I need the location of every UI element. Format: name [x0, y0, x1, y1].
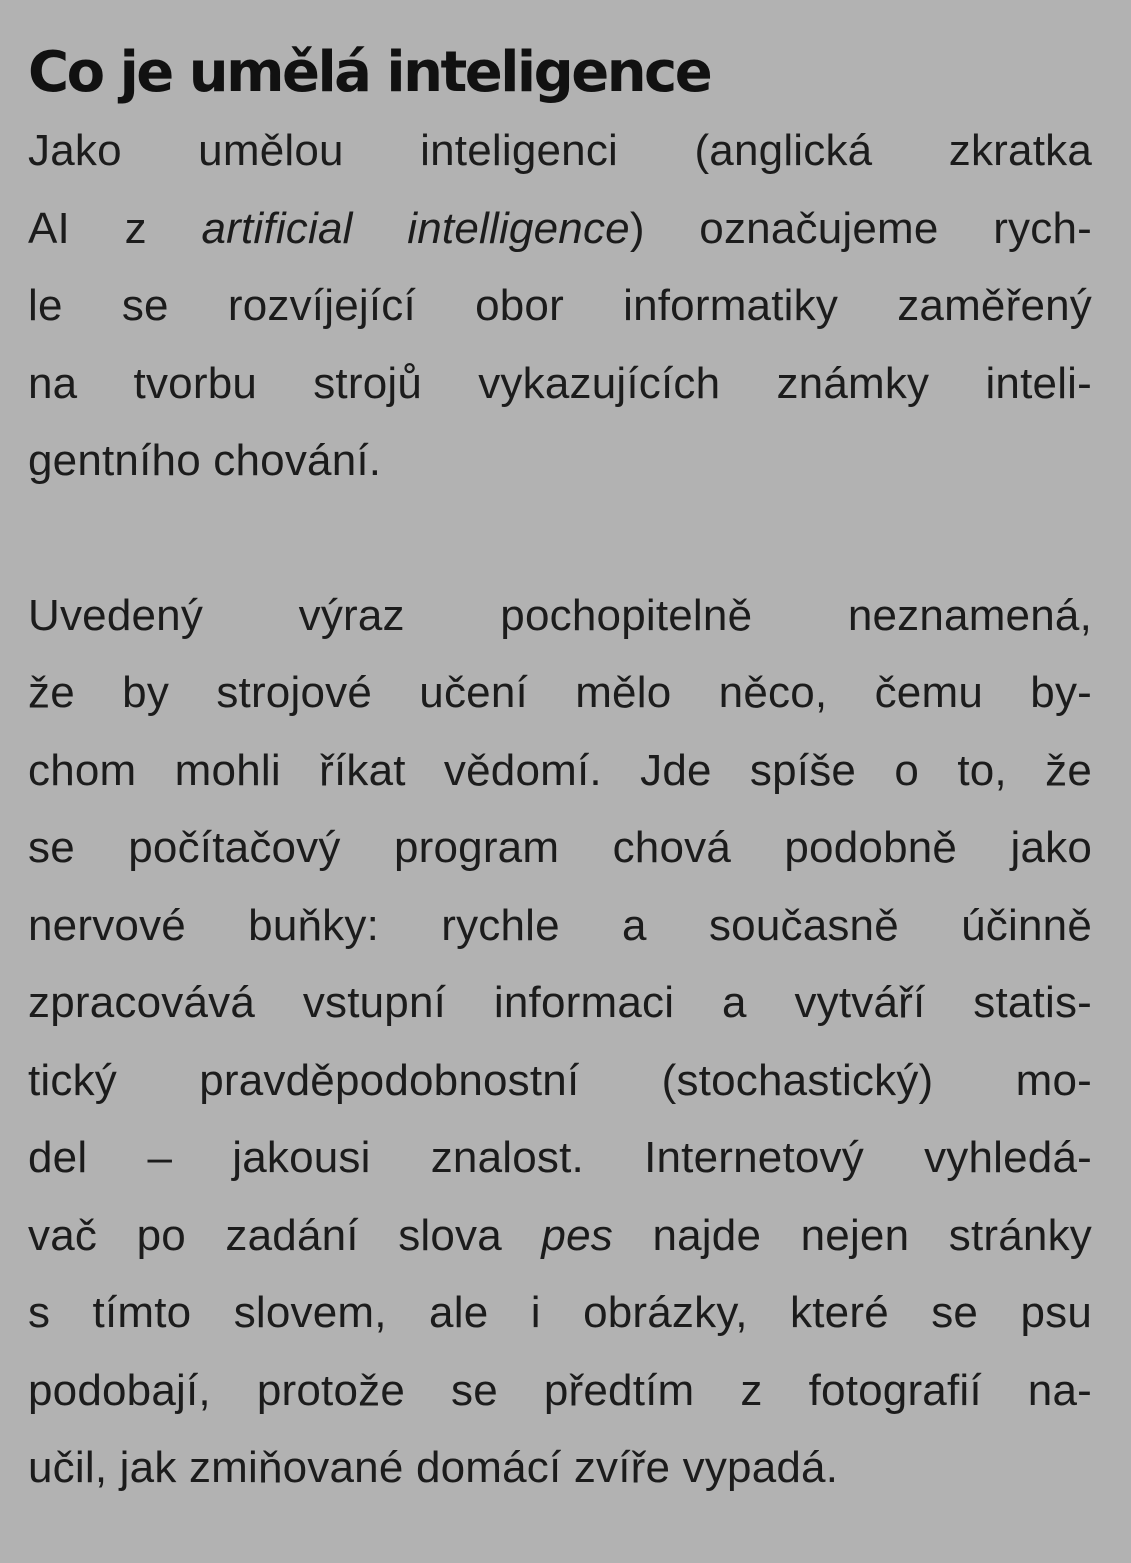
paragraph-spacer	[28, 500, 1092, 577]
paragraph-2-line: zpracovává vstupní informaci a vytváří statis-	[28, 978, 1092, 1027]
paragraph-1-line: Jako umělou inteligenci (anglická zkratka	[28, 126, 1092, 175]
italic-term: pes	[541, 1210, 613, 1260]
paragraph-2-line: s tímto slovem, ale i obrázky, které se psu	[28, 1288, 1092, 1337]
paragraph-2-line: Uvedený výraz pochopitelně neznamená,	[28, 590, 1092, 640]
paragraph-1-line: AI z artificial intelligence) označujeme rych-	[28, 203, 1092, 253]
paragraph-2-line: že by strojové učení mělo něco, čemu by-	[28, 668, 1092, 717]
paragraph-1-line: le se rozvíjející obor informatiky zaměřený	[28, 281, 1092, 330]
paragraph-2	[28, 577, 1092, 1507]
article-title: Co je umělá inteligence	[28, 40, 711, 105]
paragraph-2-line: nervové buňky: rychle a současně účinně	[28, 900, 1092, 950]
paragraph-1	[28, 112, 1092, 500]
paragraph-1-line: gentního chování.	[28, 436, 382, 485]
paragraph-2-line: tický pravděpodobnostní (stochastický) mo-	[28, 1055, 1092, 1105]
document-page	[28, 34, 1092, 1507]
paragraph-2-line: učil, jak zmiňované domácí zvíře vypadá.	[28, 1443, 839, 1492]
italic-term: artificial intelligence	[201, 203, 630, 253]
paragraph-2-line: del – jakousi znalost. Internetový vyhledá-	[28, 1133, 1092, 1182]
paragraph-2-line: podobají, protože se předtím z fotografií na-	[28, 1365, 1092, 1415]
paragraph-2-line: chom mohli říkat vědomí. Jde spíše o to, že	[28, 745, 1092, 795]
paragraph-1-line: na tvorbu strojů vykazujících známky inteli-	[28, 358, 1092, 408]
paragraph-2-line: se počítačový program chová podobně jako	[28, 823, 1092, 872]
paragraph-2-line: vač po zadání slova pes najde nejen stránky	[28, 1210, 1092, 1260]
